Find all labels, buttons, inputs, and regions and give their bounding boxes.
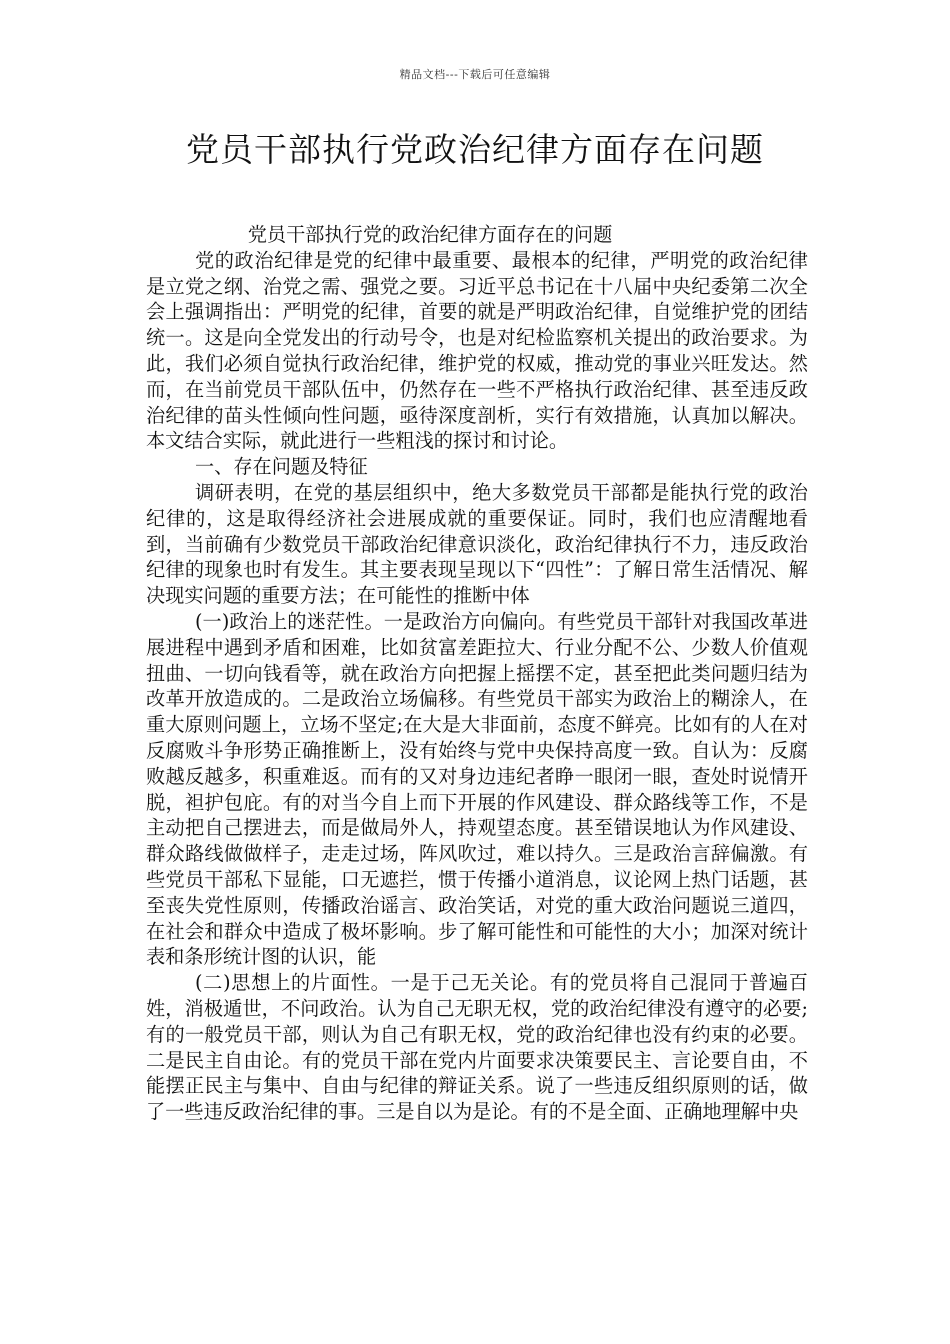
page-header-note: 精品文档---下载后可任意编辑 (399, 68, 551, 81)
document-subtitle: 党员干部执行党的政治纪律方面存在的问题 (247, 223, 613, 246)
document-body (146, 222, 808, 1125)
paragraph-political-confusion: (一)政治上的迷茫性。一是政治方向偏向。有些党员干部针对我国改革进展进程中遇到矛盾和困难，比如贫富差距拉大、行业分配不公、少数人价值观扭曲、一切向钱看等，就在政治方向把握上摇摆不定，甚至把此类问题归结为改革开放造成的。二是政治立场偏移。有些党员干部实为政治上的糊涂人，在重大原则问题上，立场不坚定;在大是大非面前，态度不鲜亮。比如有的人在对反腐败斗争形势正确推断上，没有始终与党中央保持高度一致。自认为：反腐败越反越多，积重难返。而有的又对身边违纪者睁一眼闭一眼，查处时说情开脱，袒护包庇。有的对当今自上而下开展的作风建设、群众路线等工作，不是主动把自己摆进去，而是做局外人，持观望态度。甚至错误地认为作风建设、群众路线做做样子，走走过场，阵风吹过，难以持久。三是政治言辞偏激。有些党员干部私下显能，口无遮拦，惯于传播小道消息，议论网上热门话题，甚至丧失党性原则，传播政治谣言、政治笑话，对党的重大政治问题说三道四，在社会和群众中造成了极坏影响。步了解可能性和可能性的大小；加深对统计表和条形统计图的认识，能 (146, 609, 808, 969)
document-title: 党员干部执行党政治纪律方面存在问题 (186, 130, 764, 169)
paragraph-research: 调研表明，在党的基层组织中，绝大多数党员干部都是能执行党的政治纪律的，这是取得经济社会进展成就的重要保证。同时，我们也应清醒地看到，当前确有少数党员干部政治纪律意识淡化，政治纪律执行不力，违反政治纪律的现象也时有发生。其主要表现呈现以下“四性”：了解日常生活情况、解决现实问题的重要方法；在可能性的推断中体 (146, 480, 808, 608)
paragraph-intro: 党的政治纪律是党的纪律中最重要、最根本的纪律，严明党的政治纪律是立党之纲、治党之需、强党之要。习近平总书记在十八届中央纪委第二次全会上强调指出：严明党的纪律，首要的就是严明政治纪律，自觉维护党的团结统一。这是向全党发出的行动号令，也是对纪检监察机关提出的政治要求。为此，我们必须自觉执行政治纪律，维护党的权威，推动党的事业兴旺发达。然而，在当前党员干部队伍中，仍然存在一些不严格执行政治纪律、甚至违反政治纪律的苗头性倾向性问题，亟待深度剖析，实行有效措施，认真加以解决。本文结合实际，就此进行一些粗浅的探讨和讨论。 (146, 248, 808, 453)
section-heading-problems: 一、存在问题及特征 (194, 455, 368, 479)
paragraph-ideological-one-sidedness: (二)思想上的片面性。一是于己无关论。有的党员将自己混同于普遍百姓，消极遁世，不问政治。认为自己无职无权，党的政治纪律没有遵守的必要;有的一般党员干部，则认为自己有职无权，党的政治纪律也没有约束的必要。二是民主自由论。有的党员干部在党内片面要求决策要民主、言论要自由，不能摆正民主与集中、自由与纪律的辩证关系。说了一些违反组织原则的话，做了一些违反政治纪律的事。三是自以为是论。有的不是全面、正确地理解中央 (146, 971, 808, 1124)
